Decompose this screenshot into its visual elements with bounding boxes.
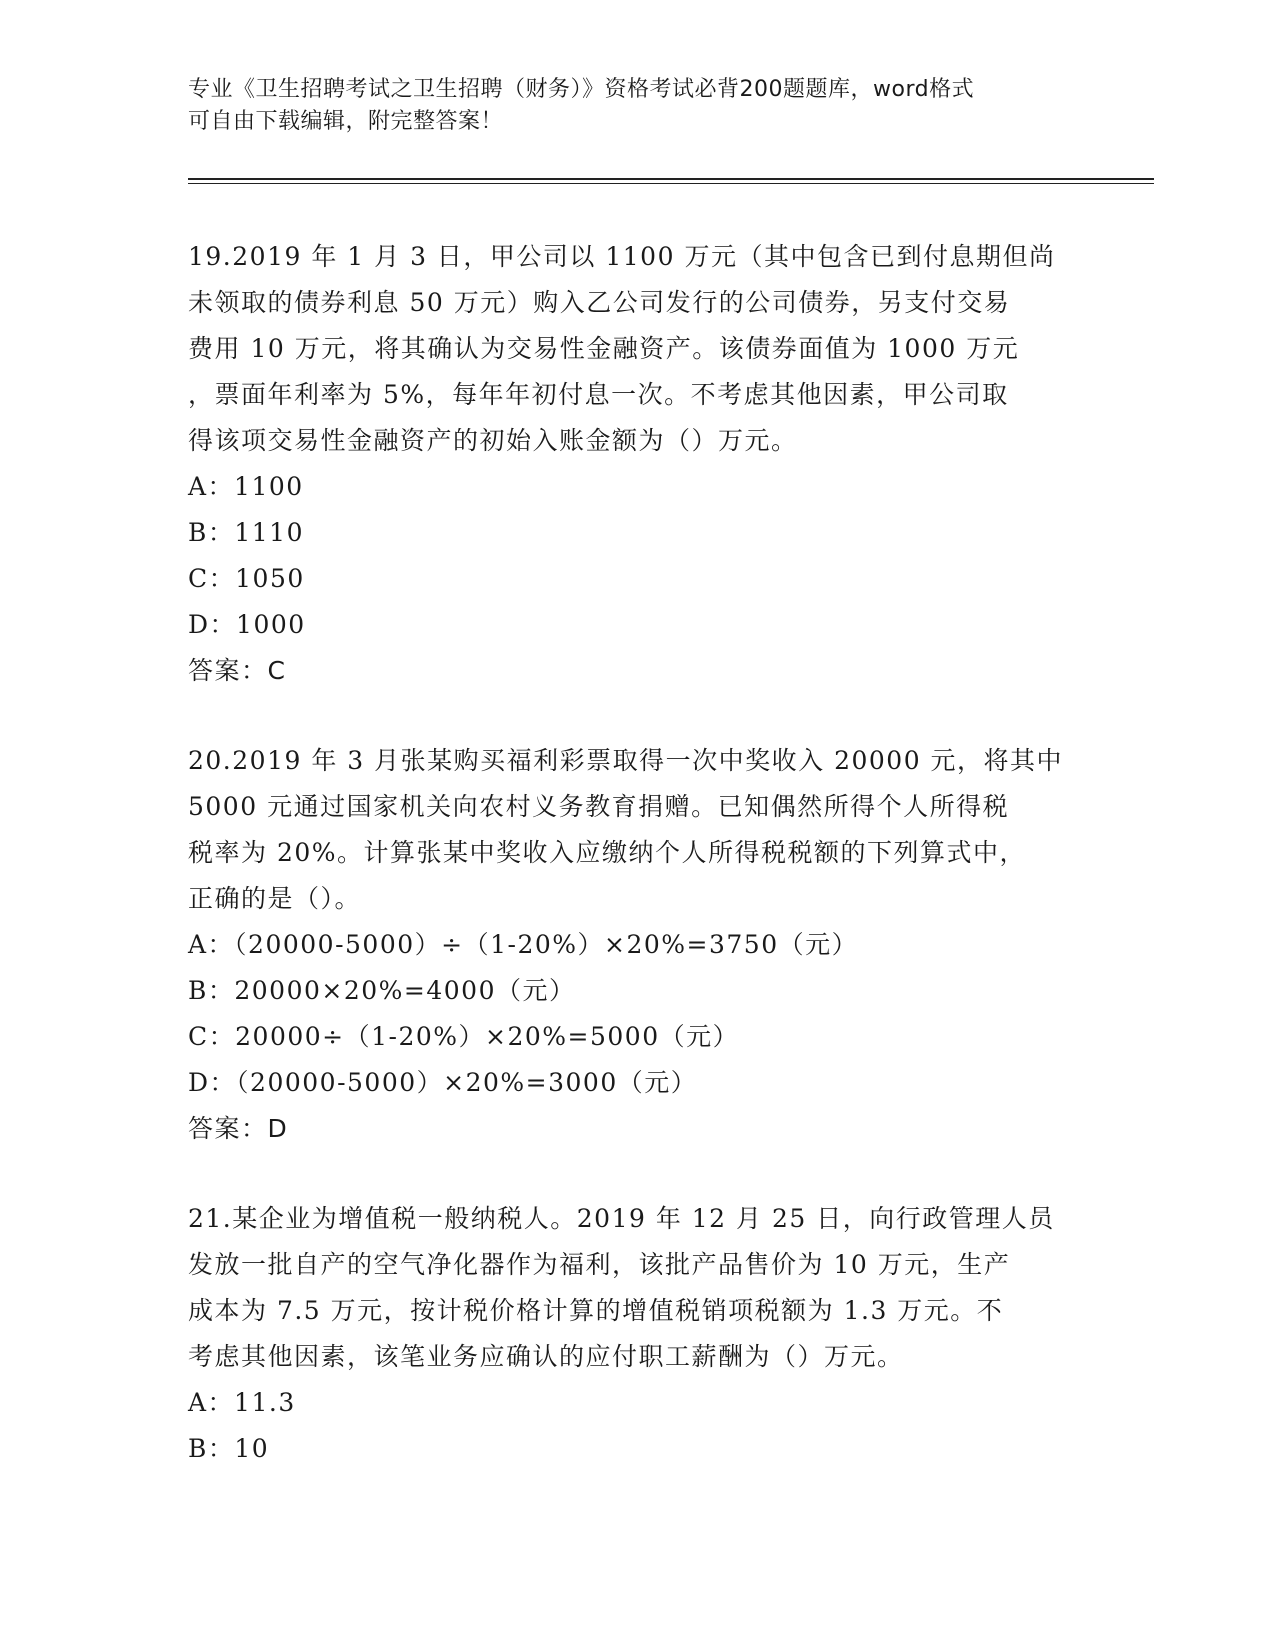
- question-stem-line: ，票面年利率为 5%，每年年初付息一次。不考虑其他因素，甲公司取: [188, 380, 1009, 409]
- header-line-1: 专业《卫生招聘考试之卫生招聘（财务）》资格考试必背200题题库，word格式: [188, 77, 975, 102]
- question-19: [188, 234, 1088, 694]
- question-stem-line: 税率为 20%。计算张某中奖收入应缴纳个人所得税税额的下列算式中，: [188, 838, 1027, 867]
- question-stem-line: 19.2019 年 1 月 3 日，甲公司以 1100 万元（其中包含已到付息期但尚: [188, 242, 1056, 271]
- header-line-2: 可自由下载编辑，附完整答案！: [188, 109, 504, 134]
- option-d: D：（20000-5000）×20%=3000（元）: [188, 1068, 698, 1097]
- option-a: A：11.3: [188, 1388, 296, 1417]
- question-stem-line: 正确的是（）。: [188, 884, 362, 913]
- question-stem-line: 考虑其他因素，该笔业务应确认的应付职工薪酬为（）万元。: [188, 1342, 904, 1371]
- header-divider-thin: [188, 183, 1154, 184]
- question-stem-line: 21.某企业为增值税一般纳税人。2019 年 12 月 25 日，向行政管理人员: [188, 1204, 1055, 1233]
- answer-line: 答案：D: [188, 1114, 289, 1143]
- option-b: B：20000×20%=4000（元）: [188, 976, 576, 1005]
- option-d: D：1000: [188, 610, 306, 639]
- document-header: [188, 74, 1088, 138]
- option-c: C：20000÷（1-20%）×20%=5000（元）: [188, 1022, 740, 1051]
- question-stem-line: 未领取的债券利息 50 万元）购入乙公司发行的公司债券，另支付交易: [188, 288, 1011, 317]
- question-stem-line: 得该项交易性金融资产的初始入账金额为（）万元。: [188, 426, 798, 455]
- option-a: A：（20000-5000）÷（1-20%）×20%=3750（元）: [188, 930, 859, 959]
- answer-line: 答案：C: [188, 656, 287, 685]
- question-stem-line: 发放一批自产的空气净化器作为福利，该批产品售价为 10 万元，生产: [188, 1250, 1011, 1279]
- option-a: A：1100: [188, 472, 304, 501]
- question-stem-line: 20.2019 年 3 月张某购买福利彩票取得一次中奖收入 20000 元，将其中: [188, 746, 1064, 775]
- option-c: C：1050: [188, 564, 305, 593]
- question-21: [188, 1196, 1088, 1472]
- option-b: B：1110: [188, 518, 304, 547]
- question-stem-line: 成本为 7.5 万元，按计税价格计算的增值税销项税额为 1.3 万元。不: [188, 1296, 1004, 1325]
- question-20: [188, 738, 1088, 1152]
- question-stem-line: 5000 元通过国家机关向农村义务教育捐赠。已知偶然所得个人所得税: [188, 792, 1010, 821]
- question-stem-line: 费用 10 万元，将其确认为交易性金融资产。该债券面值为 1000 万元: [188, 334, 1020, 363]
- option-b: B：10: [188, 1434, 270, 1463]
- header-divider: [188, 178, 1154, 180]
